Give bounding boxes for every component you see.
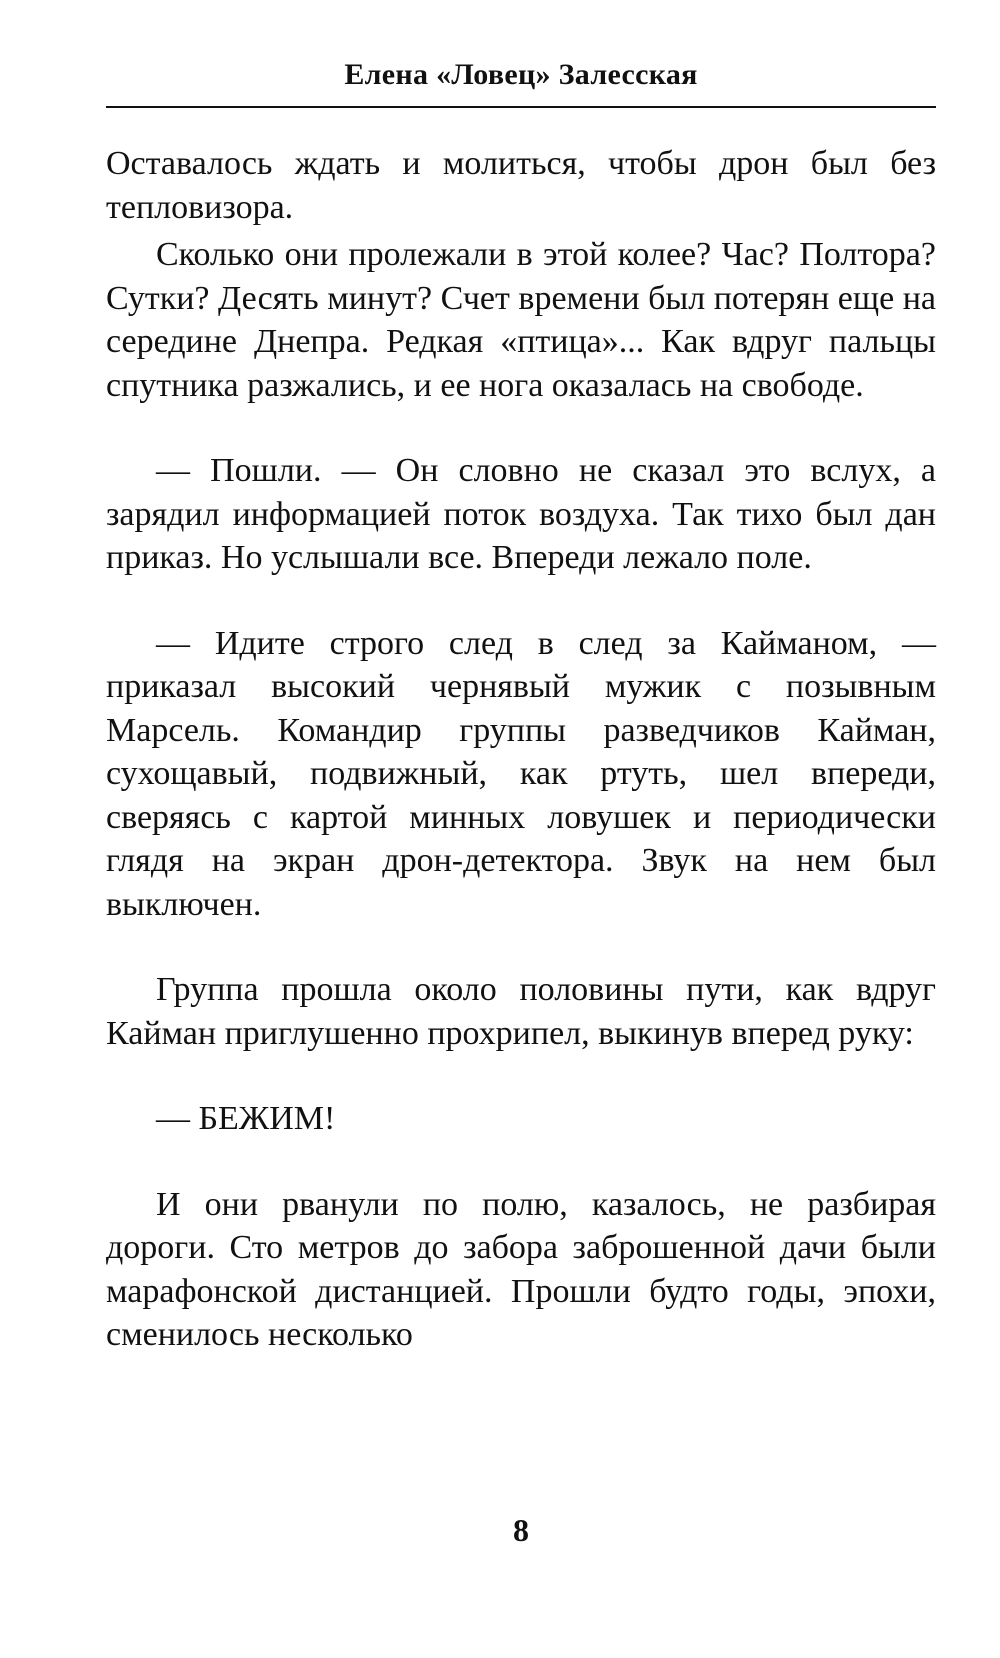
- paragraph-7: И они рванули по полю, казалось, не разбирая дороги. Сто метров до забора заброшенной дачи были марафонской дистанцией. Прошли будто годы, эпохи, сменилось несколько: [106, 1185, 936, 1353]
- paragraph-3: — Пошли. — Он словно не сказал это вслух, а зарядил информацией поток воздуха. Так тихо был дан приказ. Но услышали все. Впереди лежало поле.: [106, 452, 936, 576]
- header-rule: [106, 106, 936, 108]
- paragraph-2: Сколько они пролежали в этой колее? Час? Полтора? Сутки? Десять минут? Счет времени был потерян еще на середине Днепра. Редкая «птица»... Как вдруг пальцы спутника разжались, и ее нога оказалась на свободе.: [106, 236, 936, 404]
- paragraph-4: — Идите строго след в след за Кайманом, — приказал высокий чернявый мужик с позывным Марсель. Командир группы разведчиков Кайман, сухощавый, подвижный, как ртуть, шел впереди, сверяясь с картой минных ловушек и периодически глядя на экран дрон-детектора. Звук на нем был выключен.: [106, 624, 936, 923]
- paragraph-5: Группа прошла около половины пути, как вдруг Кайман приглушенно прохрипел, выкинув вперед руку:: [106, 971, 936, 1052]
- paragraph-6: — БЕЖИМ!: [156, 1100, 336, 1137]
- paragraph-1: Оставалось ждать и молиться, чтобы дрон был без тепловизора.: [106, 145, 936, 226]
- running-header: Елена «Ловец» Залесская: [344, 58, 698, 91]
- body-text: [106, 142, 936, 1357]
- page-number: 8: [513, 1512, 529, 1548]
